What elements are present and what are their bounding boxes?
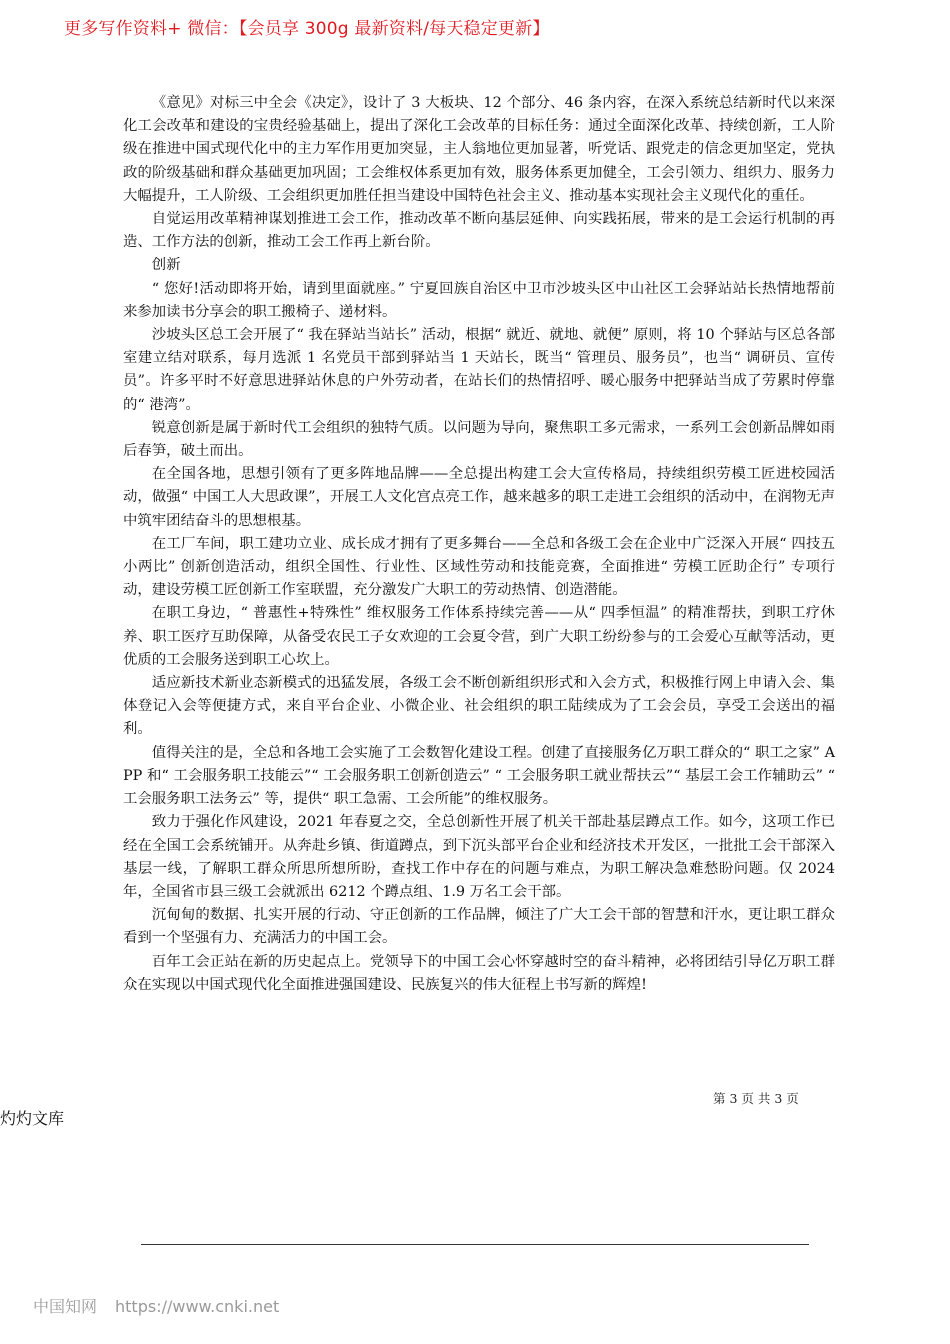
paragraph: 在工厂车间，职工建功立业、成长成才拥有了更多舞台——全总和各级工会在企业中广泛深入开展“ 四技五小两比” 创新创造活动，组织全国性、行业性、区域性劳动和技能竞赛，全面推进“ 劳模工匠助企行” 专项行动，建设劳模工匠创新工作室联盟，充分激发广大职工的劳动热情、创造潜能。 <box>123 535 835 599</box>
footer-divider <box>141 1244 809 1245</box>
paragraph: 致力于强化作风建设，2021 年春夏之交，全总创新性开展了机关干部赴基层蹲点工作。如今，这项工作已经在全国工会系统铺开。从奔赴乡镇、街道蹲点，到下沉头部平台企业和经济技术开发区，一批批工会干部深入基层一线，了解职工群众所思所想所盼，查找工作中存在的问题与难点，为职工解决急难愁盼问题。仅 2024 年，全国省市县三级工会就派出 6212 个蹲点组、1.9 万名工会干部。 <box>123 814 835 900</box>
section-heading: 创新 <box>151 257 181 274</box>
promo-banner: 更多写作资料+ 微信：【会员享 300g 最新资料/每天稳定更新】 <box>64 19 550 39</box>
paragraph: 在职工身边，“ 普惠性+特殊性” 维权服务工作体系持续完善——从“ 四季恒温” 的精准帮扶，到职工疗休养、职工医疗互助保障，从备受农民工子女欢迎的工会夏令营，到广大职工纷纷参与的工会爱心互献等活动，更优质的工会服务送到职工心坎上。 <box>123 605 835 668</box>
library-label: 灼灼文库 <box>0 1109 65 1128</box>
paragraph: 锐意创新是属于新时代工会组织的独特气质。以问题为导向，聚焦职工多元需求，一系列工会创新品牌如雨后春笋，破土而出。 <box>123 419 835 460</box>
paragraph: 值得关注的是，全总和各地工会实施了工会数智化建设工程。创建了直接服务亿万职工群众的“ 职工之家” APP 和“ 工会服务职工技能云”“ 工会服务职工创新创造云” “ 工会服务职工就业帮扶云”“ 基层工会工作辅助云” “ 工会服务职工法务云” 等，提供“ 职工急需、工会所能”的维权服务。 <box>123 744 835 808</box>
footer-watermark <box>33 1294 279 1317</box>
article-body <box>123 92 835 997</box>
paragraph: 沙坡头区总工会开展了“ 我在驿站当站长” 活动，根据“ 就近、就地、就便” 原则，将 10 个驿站与区总各部室建立结对联系，每月选派 1 名党员干部到驿站当 1 天站长，既当“ 管理员、服务员”，也当“ 调研员、宣传员”。许多平时不好意思进驿站休息的户外劳动者，在站长们的热情招呼、暖心服务中把驿站当成了劳累时停靠的“ 港湾”。 <box>123 327 835 413</box>
paragraph: 沉甸甸的数据、扎实开展的行动、守正创新的工作品牌，倾注了广大工会干部的智慧和汗水，更让职工群众看到一个坚强有力、充满活力的中国工会。 <box>123 907 835 947</box>
page-number: 第 3 页 共 3 页 <box>713 1091 799 1106</box>
paragraph: 在全国各地，思想引领有了更多阵地品牌——全总提出构建工会大宣传格局，持续组织劳模工匠进校园活动，做强“ 中国工人大思政课”，开展工人文化宫点亮工作，越来越多的职工走进工会组织的活动中，在润物无声中筑牢团结奋斗的思想根基。 <box>123 466 835 529</box>
paragraph: 百年工会正站在新的历史起点上。党领导下的中国工会心怀穿越时空的奋斗精神，必将团结引导亿万职工群众在实现以中国式现代化全面推进强国建设、民族复兴的伟大征程上书写新的辉煌! <box>123 953 835 993</box>
paragraph: 适应新技术新业态新模式的迅猛发展，各级工会不断创新组织形式和入会方式，积极推行网上申请入会、集体登记入会等便捷方式，来自平台企业、小微企业、社会组织的职工陆续成为了工会会员，享受工会送出的福利。 <box>123 675 835 738</box>
paragraph: “ 您好!活动即将开始，请到里面就座。” 宁夏回族自治区中卫市沙坡头区中山社区工会驿站站长热情地帮前来参加读书分享会的职工搬椅子、递材料。 <box>123 280 835 320</box>
footer-url[interactable]: https://www.cnki.net <box>115 1297 280 1316</box>
footer-site-name: 中国知网 <box>33 1297 98 1316</box>
paragraph: 自觉运用改革精神谋划推进工会工作，推动改革不断向基层延伸、向实践拓展，带来的是工会运行机制的再造、工作方法的创新，推动工会工作再上新台阶。 <box>123 211 835 251</box>
paragraph: 《意见》对标三中全会《决定》，设计了 3 大板块、12 个部分、46 条内容，在深入系统总结新时代以来深化工会改革和建设的宝贵经验基础上，提出了深化工会改革的目标任务：通过全面深化改革、持续创新，工人阶级在推进中国式现代化中的主力军作用更加突显，主人翁地位更加显著，听党话、跟党走的信念更加坚定，党执政的阶级基础和群众基础更加巩固；工会维权体系更加有效，服务体系更加健全，工会引领力、组织力、服务力大幅提升，工人阶级、工会组织更加胜任担当建设中国特色社会主义、推动基本实现社会主义现代化的重任。 <box>123 95 835 204</box>
